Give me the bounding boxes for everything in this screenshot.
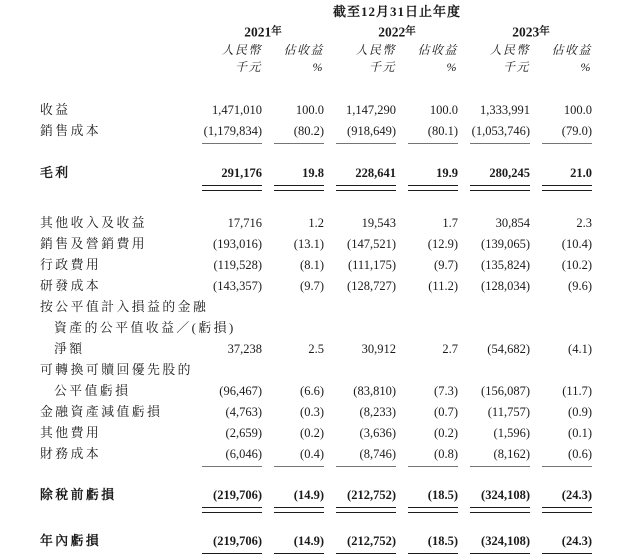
period-title: 截至12月31日止年度 [332,4,461,19]
value-cell: (147,521) [347,237,396,251]
value-cell: (96,467) [219,384,262,398]
value-cell: (128,727) [347,279,396,293]
value-cell: (8.1) [300,258,324,272]
double-rule [542,507,592,513]
value-cell: 291,176 [221,166,262,180]
value-cell: (54,682) [487,342,530,356]
value-cell: (8,162) [493,447,530,461]
value-cell: (0.1) [568,426,592,440]
row-label: 其他收入及收益 [40,216,148,230]
value-cell: (8,233) [359,405,396,419]
value-cell: (0.6) [568,447,592,461]
value-cell: 19.9 [436,166,458,180]
value-cell: (4.1) [568,342,592,356]
row-label: 行政費用 [40,258,102,272]
value-cell: (1,053,746) [471,124,530,138]
table-row [0,531,640,552]
value-cell: 30,912 [361,342,396,356]
pct-of-revenue-header: 佔收益 [283,43,324,57]
single-rule [408,466,458,467]
table-row [0,402,640,423]
value-cell: (219,706) [213,534,262,548]
column-subheader-row-2 [0,59,640,76]
value-cell: (9.7) [300,279,324,293]
value-cell: (18.5) [427,488,458,502]
double-rule [202,507,262,513]
value-cell: (2,659) [225,426,262,440]
value-cell: (139,065) [481,237,530,251]
row-label: 年內虧損 [40,534,102,548]
value-cell: (6,046) [225,447,262,461]
value-cell: 1,147,290 [346,103,396,117]
value-cell: 2.3 [576,216,592,230]
table-row [0,213,640,234]
value-cell: (13.1) [293,237,324,251]
value-cell: (212,752) [347,488,396,502]
row-label: 按公平值計入損益的金融 [40,300,209,314]
table-row [0,234,640,255]
table-row [0,255,640,276]
table-row [0,444,640,465]
value-cell: (79.0) [561,124,592,138]
value-cell: 1.2 [308,216,324,230]
value-cell: (18.5) [427,534,458,548]
value-cell: (14.9) [293,488,324,502]
label-column-spacer [40,22,190,43]
value-cell: (135,824) [481,258,530,272]
table-row [0,485,640,506]
value-cell: (119,528) [213,258,262,272]
double-rule [202,185,262,191]
row-label: 淨額 [54,342,85,356]
value-cell: (111,175) [347,258,396,272]
double-rule [470,507,530,513]
single-rule [274,143,324,144]
double-rule [470,185,530,191]
section-spacer [0,191,640,213]
thousands-unit-header: 千元 [502,60,530,74]
row-label: 可轉換可贖回優先股的 [40,363,193,377]
currency-header: 人民幣 [489,43,530,57]
table-row [0,163,640,184]
value-cell: (80.2) [293,124,324,138]
table-body [0,76,640,555]
percent-sign-header: % [580,60,592,74]
value-cell: (12.9) [427,237,458,251]
currency-header: 人民幣 [221,43,262,57]
value-cell: 280,245 [489,166,530,180]
row-label: 銷售成本 [40,124,102,138]
value-cell: (10.4) [561,237,592,251]
column-subheader-row-1 [0,42,640,59]
value-cell: (0.8) [434,447,458,461]
value-cell: 19.8 [302,166,324,180]
value-cell: 100.0 [563,103,592,117]
year-suffix: 年 [539,26,550,37]
row-label: 財務成本 [40,447,102,461]
value-cell: 1.7 [442,216,458,230]
year-header-row [0,22,640,42]
single-rule [336,466,396,467]
value-cell: 21.0 [570,166,592,180]
row-label: 收益 [40,103,71,117]
value-cell: (128,034) [481,279,530,293]
value-cell: (8,746) [359,447,396,461]
value-cell: 100.0 [429,103,458,117]
value-cell: (24.3) [561,488,592,502]
single-rule [336,143,396,144]
section-spacer [0,513,640,531]
double-rule [336,185,396,191]
value-cell: (6.6) [300,384,324,398]
double-rule [274,507,324,513]
value-cell: (0.4) [300,447,324,461]
section-spacer [0,76,640,100]
year-2023-header [470,22,592,43]
year-suffix: 年 [405,26,416,37]
value-cell: (10.2) [561,258,592,272]
table-row [0,339,640,360]
row-label: 公平值虧損 [54,384,131,398]
table-row [0,121,640,142]
double-rule [542,185,592,191]
row-label: 銷售及營銷費用 [40,237,148,251]
value-cell: 17,716 [227,216,262,230]
pct-of-revenue-header: 佔收益 [417,43,458,57]
thousands-unit-header: 千元 [368,60,396,74]
section-spacer [0,468,640,485]
double-rule [274,185,324,191]
table-row [0,100,640,121]
value-cell: (4,763) [225,405,262,419]
value-cell: (219,706) [213,488,262,502]
single-rule [542,466,592,467]
value-cell: (83,810) [353,384,396,398]
row-label: 研發成本 [40,279,102,293]
value-cell: (1,179,834) [203,124,262,138]
single-rule [202,466,262,467]
table-row [0,297,640,318]
double-rule [408,507,458,513]
single-rule [202,143,262,144]
value-cell: 30,854 [495,216,530,230]
value-cell: (212,752) [347,534,396,548]
value-cell: (324,108) [481,488,530,502]
double-rule [336,507,396,513]
year-2021-header [202,22,324,43]
table-row [0,423,640,444]
table-row [0,381,640,402]
year-suffix: 年 [271,26,282,37]
rule-row [0,184,640,191]
value-cell: 1,333,991 [480,103,530,117]
table-row [0,318,640,339]
value-cell: (0.2) [434,426,458,440]
section-spacer [0,145,640,163]
value-cell: (0.3) [300,405,324,419]
row-label: 資產的公平值收益／(虧損) [54,321,236,335]
value-cell: 1,471,010 [212,103,262,117]
value-cell: (143,357) [213,279,262,293]
value-cell: (14.9) [293,534,324,548]
value-cell: (11.7) [562,384,592,398]
value-cell: 228,641 [355,166,396,180]
value-cell: (9.7) [434,258,458,272]
value-cell: 2.7 [442,342,458,356]
double-rule [408,185,458,191]
value-cell: (0.7) [434,405,458,419]
value-cell: (918,649) [347,124,396,138]
row-label: 其他費用 [40,426,102,440]
single-rule [542,143,592,144]
table-row [0,276,640,297]
value-cell: (3,636) [359,426,396,440]
single-rule [470,143,530,144]
row-label: 除稅前虧損 [40,488,117,502]
year-number: 2023 [512,24,540,40]
single-rule [274,466,324,467]
percent-sign-header: % [446,60,458,74]
value-cell: (1,596) [493,426,530,440]
value-cell: 19,543 [361,216,396,230]
value-cell: 37,238 [227,342,262,356]
thousands-unit-header: 千元 [234,60,262,74]
row-label: 毛利 [40,166,71,180]
percent-sign-header: % [312,60,324,74]
value-cell: (193,016) [213,237,262,251]
single-rule [470,466,530,467]
rule-row [0,506,640,513]
value-cell: (0.9) [568,405,592,419]
value-cell: (24.3) [561,534,592,548]
value-cell: (11,757) [487,405,530,419]
value-cell: (0.2) [300,426,324,440]
year-number: 2022 [378,24,406,40]
value-cell: (156,087) [481,384,530,398]
currency-header: 人民幣 [355,43,396,57]
value-cell: (9.6) [568,279,592,293]
pct-of-revenue-header: 佔收益 [551,43,592,57]
table-row [0,360,640,381]
value-cell: (80.1) [427,124,458,138]
row-label: 金融資產減值虧損 [40,405,163,419]
value-cell: (324,108) [481,534,530,548]
value-cell: (11.2) [428,279,458,293]
year-number: 2021 [244,24,272,40]
single-rule [408,143,458,144]
value-cell: 2.5 [308,342,324,356]
period-header-row [0,2,640,22]
value-cell: (7.3) [434,384,458,398]
value-cell: 100.0 [295,103,324,117]
year-2022-header [336,22,458,43]
